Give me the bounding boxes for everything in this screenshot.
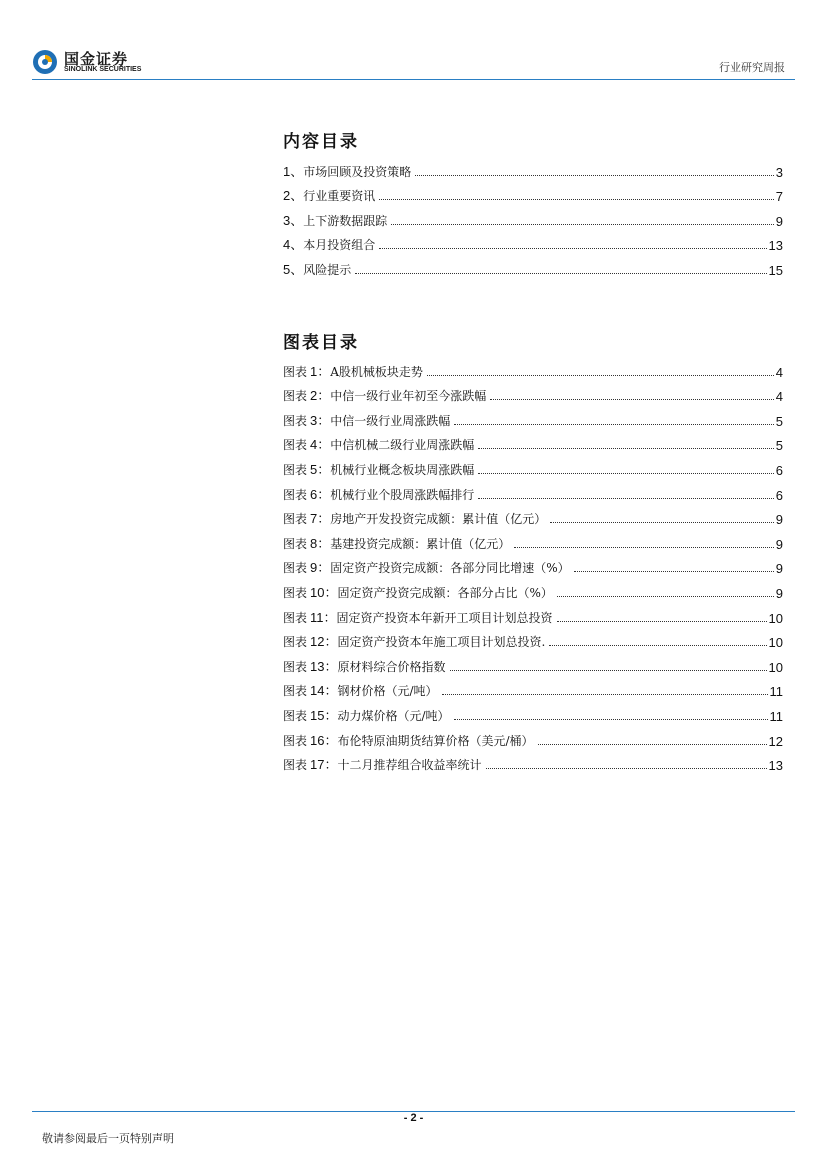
entry-number: 16： (310, 732, 338, 748)
entry-number: 15： (310, 707, 338, 723)
figure-entry[interactable] (283, 478, 783, 503)
dot-leader (514, 547, 774, 548)
figure-prefix: 图表 (283, 438, 308, 453)
dot-leader (478, 448, 774, 449)
entry-number: 6： (310, 486, 331, 502)
entry-page-number: 10 (768, 659, 783, 675)
figures-list (283, 355, 783, 773)
figure-entry[interactable] (283, 675, 783, 700)
entry-title: 固定资产投资完成额：各部分同比增速（%） (330, 561, 570, 576)
entry-number: 11： (310, 609, 337, 625)
entry-title: 钢材价格（元/吨） (337, 684, 438, 699)
figure-prefix: 图表 (283, 684, 308, 699)
figure-prefix: 图表 (283, 536, 308, 551)
dot-leader (478, 473, 774, 474)
figure-prefix: 图表 (283, 585, 308, 600)
entry-number: 1、 (283, 163, 304, 179)
figure-prefix: 图表 (283, 462, 308, 477)
contents-entry[interactable] (283, 229, 783, 254)
figure-entry[interactable] (283, 404, 783, 429)
entry-number: 7： (310, 511, 331, 527)
entry-title: 市场回顾及投资策略 (303, 164, 412, 179)
dot-leader (538, 744, 767, 745)
figure-prefix: 图表 (283, 561, 308, 576)
entry-page-number: 13 (768, 758, 783, 774)
dot-leader (490, 399, 774, 400)
entry-title: 机械行业概念板块周涨跌幅 (330, 462, 475, 477)
entry-page-number: 6 (775, 462, 783, 478)
entry-page-number: 12 (768, 733, 783, 749)
dot-leader (557, 596, 774, 597)
entry-title: 中信机械二级行业周涨跌幅 (330, 438, 475, 453)
entry-page-number: 9 (775, 512, 783, 528)
entry-number: 14： (310, 683, 338, 699)
entry-title: 动力煤价格（元/吨） (337, 708, 450, 723)
entry-page-number: 15 (768, 262, 783, 278)
entry-number: 5、 (283, 261, 304, 277)
figure-prefix: 图表 (283, 364, 308, 379)
page-number: - 2 - (403, 1112, 424, 1124)
contents-entry[interactable] (283, 155, 783, 180)
entry-number: 8： (310, 535, 331, 551)
entry-page-number: 7 (775, 189, 783, 205)
figure-entry[interactable] (283, 601, 783, 626)
entry-title: 行业重要资讯 (303, 189, 376, 204)
figure-entry[interactable] (283, 355, 783, 380)
entry-page-number: 9 (775, 536, 783, 552)
figure-entry[interactable] (283, 576, 783, 601)
figure-prefix: 图表 (283, 610, 308, 625)
entry-title: 本月投资组合 (303, 238, 376, 253)
entry-page-number: 11 (769, 708, 783, 724)
entry-title: 布伦特原油期货结算价格（美元/桶） (337, 733, 534, 748)
dot-leader (550, 522, 774, 523)
entry-number: 10： (310, 584, 338, 600)
entry-page-number: 9 (775, 585, 783, 601)
entry-number: 9： (310, 560, 331, 576)
entry-title: 固定资产投资完成额：各部分占比（%） (337, 585, 553, 600)
dot-leader (454, 424, 774, 425)
dot-leader (427, 375, 774, 376)
dot-leader (379, 248, 766, 249)
logo-text-cn: 国金证券 (64, 50, 129, 68)
figure-entry[interactable] (283, 429, 783, 454)
dot-leader (379, 199, 774, 200)
figure-entry[interactable] (283, 527, 783, 552)
figure-prefix: 图表 (283, 733, 308, 748)
entry-page-number: 4 (775, 389, 783, 405)
dot-leader (557, 621, 767, 622)
contents-title: 内容目录 (283, 132, 359, 152)
entry-page-number: 3 (775, 164, 783, 180)
entry-number: 2： (310, 388, 331, 404)
figure-prefix: 图表 (283, 389, 308, 404)
figure-prefix: 图表 (283, 512, 308, 527)
entry-number: 4： (310, 437, 331, 453)
entry-page-number: 9 (775, 213, 783, 229)
entry-page-number: 4 (775, 364, 783, 380)
dot-leader (391, 224, 774, 225)
figure-entry[interactable] (283, 552, 783, 577)
figure-prefix: 图表 (283, 635, 308, 650)
report-type: 行业研究周报 (719, 61, 785, 74)
entry-number: 5： (310, 461, 331, 477)
figure-entry[interactable] (283, 650, 783, 675)
dot-leader (442, 694, 768, 695)
contents-entry[interactable] (283, 180, 783, 205)
entry-number: 2、 (283, 188, 304, 204)
figure-entry[interactable] (283, 724, 783, 749)
sinolink-logo-icon (32, 49, 58, 75)
header-divider (32, 79, 795, 80)
logo-text-en: SINOLINK SECURITIES (64, 66, 142, 73)
entry-title: 固定资产投资本年新开工项目计划总投资 (336, 610, 553, 625)
figure-entry[interactable] (283, 503, 783, 528)
entry-title: 中信一级行业年初至今涨跌幅 (330, 389, 487, 404)
entry-page-number: 5 (775, 413, 783, 429)
figure-entry[interactable] (283, 380, 783, 405)
entry-number: 13： (310, 658, 338, 674)
entry-page-number: 13 (768, 238, 783, 254)
dot-leader (450, 670, 767, 671)
dot-leader (549, 645, 766, 646)
dot-leader (454, 719, 768, 720)
entry-title: 上下游数据跟踪 (303, 213, 388, 228)
entry-title: 机械行业个股周涨跌幅排行 (330, 487, 475, 502)
figure-prefix: 图表 (283, 758, 308, 773)
figure-entry[interactable] (283, 749, 783, 774)
entry-title: 房地产开发投资完成额：累计值（亿元） (330, 512, 547, 527)
dot-leader (574, 571, 774, 572)
entry-title: 十二月推荐组合收益率统计 (337, 758, 482, 773)
entry-number: 17： (310, 757, 338, 773)
entry-title: A股机械板块走势 (330, 364, 423, 379)
entry-number: 3： (310, 412, 331, 428)
dot-leader (355, 273, 766, 274)
entry-number: 3、 (283, 212, 304, 228)
figure-entry[interactable] (283, 453, 783, 478)
figure-prefix: 图表 (283, 659, 308, 674)
entry-number: 4、 (283, 237, 304, 253)
figures-title: 图表目录 (283, 333, 359, 353)
entry-number: 1： (310, 363, 331, 379)
dot-leader (486, 768, 767, 769)
dot-leader (478, 498, 774, 499)
entry-title: 基建投资完成额：累计值（亿元） (330, 536, 511, 551)
entry-page-number: 11 (769, 684, 783, 700)
figure-entry[interactable] (283, 626, 783, 651)
entry-page-number: 6 (775, 487, 783, 503)
company-logo (32, 47, 152, 77)
figure-prefix: 图表 (283, 487, 308, 502)
dot-leader (415, 175, 774, 176)
figure-prefix: 图表 (283, 413, 308, 428)
disclaimer-note: 敬请参阅最后一页特别声明 (42, 1132, 174, 1145)
entry-number: 12： (310, 634, 338, 650)
entry-title: 固定资产投资本年施工项目计划总投资. (337, 635, 546, 650)
entry-page-number: 9 (775, 561, 783, 577)
entry-page-number: 10 (768, 610, 783, 626)
figure-prefix: 图表 (283, 708, 308, 723)
entry-page-number: 5 (775, 438, 783, 454)
contents-list (283, 155, 783, 278)
entry-title: 原材料综合价格指数 (337, 659, 446, 674)
entry-title: 中信一级行业周涨跌幅 (330, 413, 451, 428)
figure-entry[interactable] (283, 699, 783, 724)
entry-title: 风险提示 (303, 262, 352, 277)
contents-entry[interactable] (283, 253, 783, 278)
entry-page-number: 10 (768, 635, 783, 651)
contents-entry[interactable] (283, 204, 783, 229)
